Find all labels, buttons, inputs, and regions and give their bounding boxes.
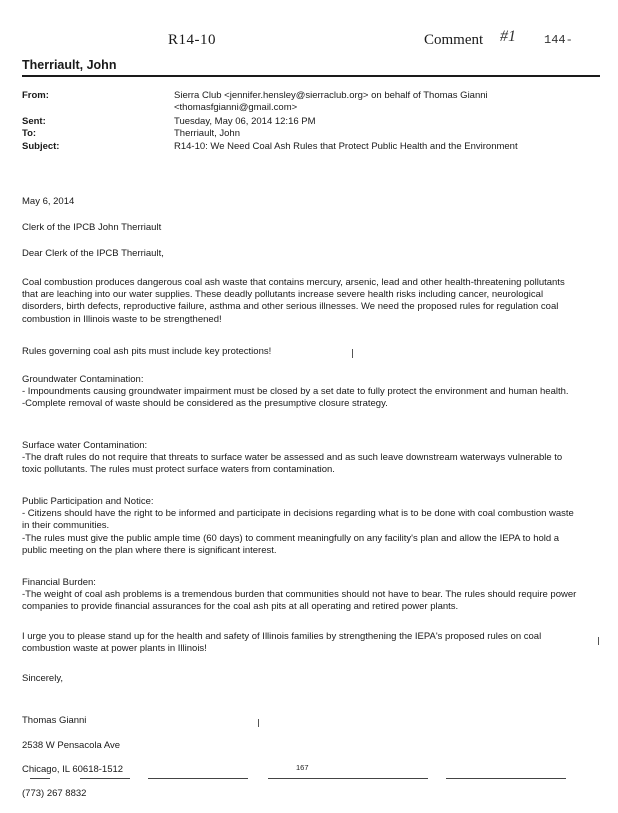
signature-block bbox=[22, 703, 582, 813]
financial-burden-section: Financial Burden: -The weight of coal ash problems is a tremendous burden that communities should not have to bear. The rules should require power companies to provide financial assurances for the coal ash pits at all operating and retired power plants. bbox=[22, 577, 577, 613]
comment-number: #1 bbox=[500, 28, 516, 45]
bottom-rule bbox=[148, 778, 248, 779]
to-value: Therriault, John bbox=[174, 128, 241, 139]
bottom-rule bbox=[268, 778, 428, 779]
signature-phone: (773) 267 8832 bbox=[22, 788, 87, 800]
sent-label: Sent: bbox=[22, 116, 46, 127]
from-value: Sierra Club <jennifer.hensley@sierraclub.org> on behalf of Thomas Gianni <thomasfgianni@gmail.com> bbox=[174, 90, 488, 113]
closing-paragraph: I urge you to please stand up for the health and safety of Illinois families by strengthening the IEPA's proposed rules on coal combustion waste at power plants in Illinois! bbox=[22, 631, 542, 655]
surface-water-section: Surface water Contamination: -The draft rules do not require that threats to surface water be assessed and as such leave downstream waterways vulnerable to toxic pollutants. The rules must protect surface waters from contamination. bbox=[22, 440, 563, 476]
page-number: 167 bbox=[296, 763, 309, 772]
sent-value: Tuesday, May 06, 2014 12:16 PM bbox=[174, 116, 316, 127]
subject-value: R14-10: We Need Coal Ash Rules that Protect Public Health and the Environment bbox=[174, 141, 518, 152]
scan-mark bbox=[258, 719, 259, 727]
scan-mark bbox=[352, 349, 353, 358]
comment-code: 144- bbox=[544, 33, 573, 47]
header-divider bbox=[22, 75, 600, 77]
letter-addressee: Clerk of the IPCB John Therriault bbox=[22, 222, 162, 233]
subject-label: Subject: bbox=[22, 141, 60, 152]
public-participation-section: Public Participation and Notice: - Citizens should have the right to be informed and participate in decisions regarding what is to be done with coal combustion waste in their communities. -The rules must give the public ample time (60 days) to comment meaningfully on any facility's plan and allow the IEPA to hold a public meeting on the plan where there is significant interest. bbox=[22, 496, 574, 556]
docket-number: R14-10 bbox=[168, 32, 216, 48]
rules-line: Rules governing coal ash pits must include key protections! bbox=[22, 346, 272, 357]
recipient-name: Therriault, John bbox=[22, 58, 117, 72]
signoff: Sincerely, bbox=[22, 673, 64, 684]
signature-city: Chicago, IL 60618-1512 bbox=[22, 764, 124, 776]
letter-date: May 6, 2014 bbox=[22, 196, 75, 207]
scan-mark bbox=[598, 637, 599, 645]
bottom-rule bbox=[446, 778, 566, 779]
groundwater-section: Groundwater Contamination: - Impoundments causing groundwater impairment must be closed by a set date to fully protect the environment and human health. -Complete removal of waste should be considered as the presumptive closure strategy. bbox=[22, 374, 569, 410]
intro-paragraph: Coal combustion produces dangerous coal ash waste that contains mercury, arsenic, lead and other health-threatening pollutants that are leaching into our water supplies. These deadly pollutants increase severe health risks including cancer, neurological disorders, birth defects, reproductive failure, asthma and other serious illnesses. We need the proposed rules for regulation coal combustion in Illinois waste to be strengthened! bbox=[22, 277, 565, 325]
from-label: From: bbox=[22, 90, 49, 101]
signature-street: 2538 W Pensacola Ave bbox=[22, 739, 121, 751]
signature-name: Thomas Gianni bbox=[22, 715, 87, 727]
bottom-rule bbox=[30, 778, 50, 779]
letter-salutation: Dear Clerk of the IPCB Therriault, bbox=[22, 248, 164, 259]
to-label: To: bbox=[22, 128, 37, 139]
comment-label: Comment bbox=[424, 32, 484, 48]
bottom-rule bbox=[80, 778, 130, 779]
